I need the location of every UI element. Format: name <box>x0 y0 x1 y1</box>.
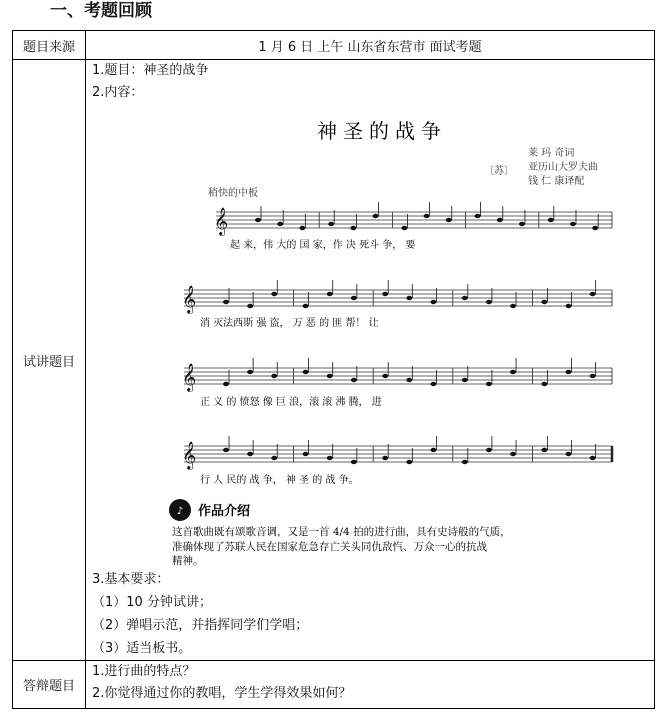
svg-text:𝄞: 𝄞 <box>214 207 229 235</box>
source-row <box>13 31 655 60</box>
source-label: 题目来源 <box>13 31 86 60</box>
score-country: 〔苏〕 <box>484 166 514 177</box>
svg-text:𝄞: 𝄞 <box>182 285 197 313</box>
intro-line-2: 准确体现了苏联人民在国家危急存亡关头同仇敌忾、万众一心的抗战 <box>172 541 487 553</box>
defense-question-1: 1.进行曲的特点？ <box>92 664 196 679</box>
defense-label: 答辩题目 <box>13 661 86 709</box>
score-svg <box>92 104 652 566</box>
requirement-3: （3）适当板书。 <box>92 641 192 656</box>
requirements-heading: 3.基本要求： <box>92 572 170 587</box>
defense-content <box>86 661 655 709</box>
intro-line-3: 精神。 <box>172 555 204 566</box>
intro-title: 作品介绍 <box>198 504 251 519</box>
requirement-1: （1）10 分钟试讲； <box>92 595 212 610</box>
score-composer: 亚历山大罗夫曲 <box>528 162 598 173</box>
topic-line: 1.题目：神圣的战争 <box>92 63 209 78</box>
score-translator: 钱 仁 康译配 <box>528 176 585 187</box>
lyric-line-2: 消 灭法西斯 强 盗， 万 恶 的 匪 帮！ 让 <box>200 318 379 329</box>
lecture-label: 试讲题目 <box>13 60 86 661</box>
svg-text:𝄞: 𝄞 <box>182 441 197 469</box>
score-tempo: 稍快的中板 <box>208 188 258 199</box>
defense-question-2: 2.你觉得通过你的教唱，学生学得效果如何？ <box>92 686 352 701</box>
intro-line-1: 这首歌曲既有颂歌音调，又是一首 4/4 拍的进行曲，具有史诗般的气质， <box>172 526 511 538</box>
requirement-2: （2）弹唱示范，并指挥同学们学唱； <box>92 618 309 633</box>
lyric-line-1: 起 来，伟 大的 国 家，作 决 死斗 争， 要 <box>230 240 416 251</box>
lecture-content <box>86 60 655 661</box>
source-value: 1 月 6 日 上午 山东省东营市 面试考题 <box>86 31 655 60</box>
score-title: 神圣的战争 <box>317 119 447 143</box>
defense-row <box>13 661 655 709</box>
exam-table <box>12 30 655 709</box>
svg-text:𝄞: 𝄞 <box>182 363 197 391</box>
lecture-row <box>13 60 655 661</box>
score-lyricist: 莱 玛 奇词 <box>528 148 575 159</box>
lyric-line-4: 行 人 民的 战 争， 神 圣 的 战 争。 <box>200 475 359 486</box>
lyric-line-3: 正 义 的 愤怒 像 巨 浪，滚 滚 沸 腾， 进 <box>200 397 382 408</box>
section-heading: 一、考题回顾 <box>50 1 152 21</box>
content-line: 2.内容： <box>92 85 144 100</box>
score-image <box>86 104 654 568</box>
svg-text:♪: ♪ <box>176 506 184 517</box>
